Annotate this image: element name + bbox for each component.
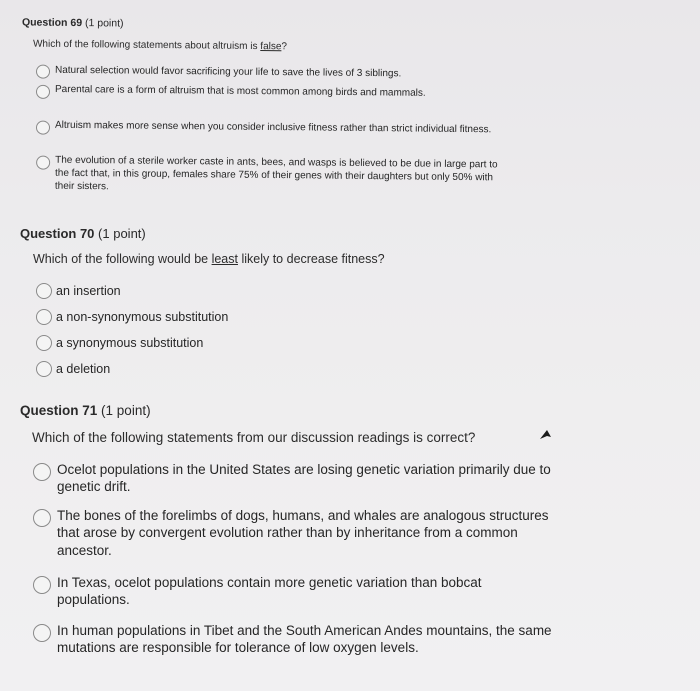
option-label: Parental care is a form of altruism that is most common among birds and mammals.	[54, 83, 426, 99]
radio-button[interactable]	[33, 463, 51, 481]
option-label: Natural selection would favor sacrificing your life to save the lives of 3 siblings.	[54, 64, 402, 80]
question-prompt: Which of the following would be least likely to decrease fitness?	[33, 252, 385, 266]
answer-option[interactable]	[36, 84, 466, 104]
radio-button[interactable]	[36, 335, 52, 351]
question-title: Question 69 (1 point)	[21, 16, 124, 30]
option-label: In Texas, ocelot populations contain more genetic variation than bobcat populations.	[57, 575, 482, 608]
radio-button[interactable]	[36, 65, 50, 79]
option-label: Ocelot populations in the United States are losing genetic variation primarily due to genetic drift.	[57, 462, 551, 495]
radio-button[interactable]	[36, 121, 50, 135]
question-prompt: Which of the following statements about altruism is false?	[32, 38, 288, 53]
option-label: an insertion	[56, 284, 121, 298]
answer-option[interactable]	[36, 335, 203, 351]
answer-option[interactable]	[33, 574, 553, 609]
answer-option[interactable]	[33, 507, 568, 559]
option-label: a synonymous substitution	[56, 336, 204, 350]
radio-button[interactable]	[36, 85, 50, 99]
radio-button[interactable]	[36, 283, 52, 299]
radio-button[interactable]	[33, 624, 51, 642]
question-title: Question 70 (1 point)	[20, 226, 146, 241]
answer-option[interactable]	[36, 155, 506, 198]
option-label: Altruism makes more sense when you consider inclusive fitness rather than strict individual fitness.	[54, 119, 492, 136]
answer-option[interactable]	[36, 361, 110, 377]
radio-button[interactable]	[36, 156, 50, 170]
radio-button[interactable]	[36, 309, 52, 325]
answer-option[interactable]	[33, 622, 568, 657]
radio-button[interactable]	[36, 361, 52, 377]
answer-option[interactable]	[33, 461, 568, 496]
radio-button[interactable]	[33, 576, 51, 594]
option-label: The evolution of a sterile worker caste in ants, bees, and wasps is believed to be due in large part to the fact that, in this group, females share 75% of their genes with their daughters but only 50% with their sisters.	[54, 154, 498, 192]
answer-option[interactable]	[36, 309, 228, 325]
option-label: The bones of the forelimbs of dogs, humans, and whales are analogous structures that arose by convergent evolution rather than by inheritance from a common ancestor.	[57, 508, 549, 558]
mouse-cursor-icon	[538, 427, 554, 443]
answer-option[interactable]	[36, 65, 506, 84]
option-label: In human populations in Tibet and the South American Andes mountains, the same mutations are responsible for tolerance of low oxygen levels.	[57, 623, 552, 656]
answer-option[interactable]	[36, 283, 121, 299]
question-prompt: Which of the following statements from our discussion readings is correct?	[32, 430, 476, 445]
radio-button[interactable]	[33, 509, 51, 527]
option-label: a non-synonymous substitution	[56, 310, 229, 324]
answer-option[interactable]	[36, 120, 506, 140]
question-title: Question 71 (1 point)	[20, 403, 151, 418]
option-label: a deletion	[56, 362, 111, 376]
